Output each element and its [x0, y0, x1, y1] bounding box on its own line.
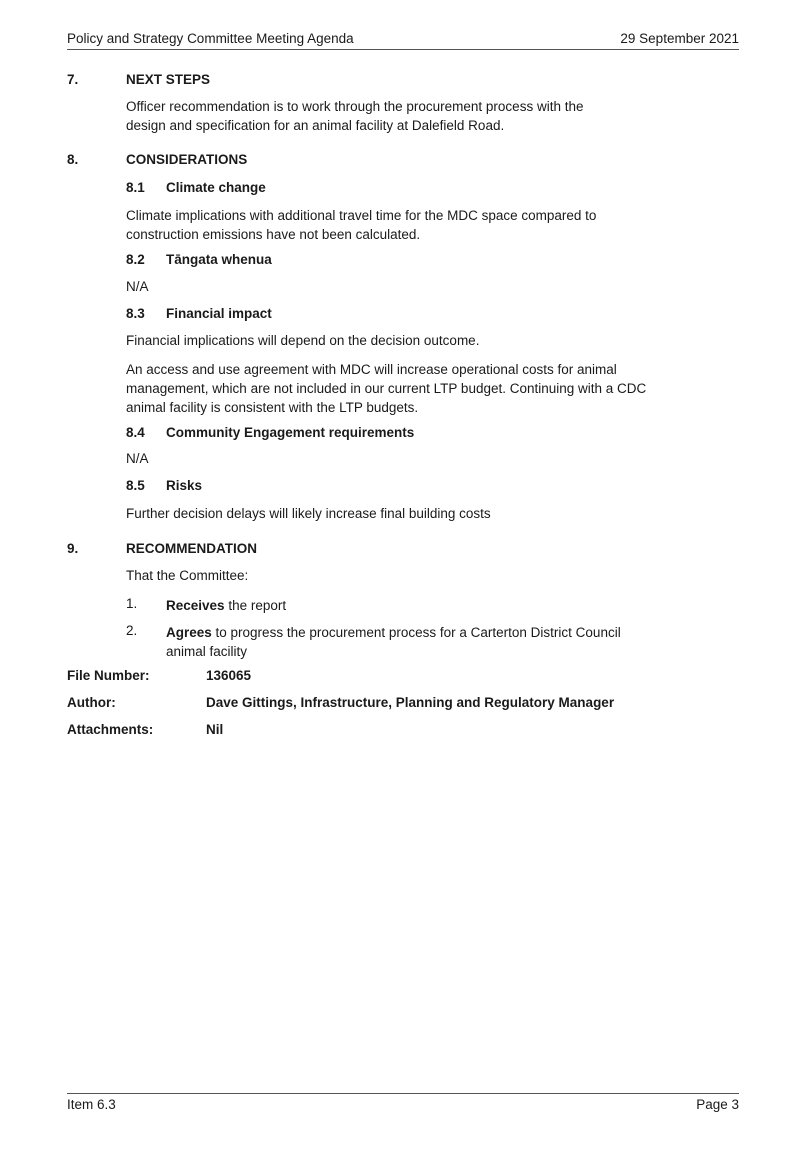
recommendation-item-1-number: 1. [126, 596, 138, 611]
subsection-8-3-text-1: Financial implications will depend on the decision outcome. [126, 333, 480, 348]
subsection-8-1-number: 8.1 [126, 180, 145, 195]
file-number-value: 136065 [206, 668, 252, 683]
section-9-title: RECOMMENDATION [126, 541, 257, 556]
section-7-title: NEXT STEPS [126, 72, 211, 87]
subsection-8-4-text: N/A [126, 451, 149, 466]
footer-page-number: Page 3 [696, 1097, 739, 1112]
recommendation-item-2-number: 2. [126, 623, 138, 638]
subsection-8-2-text: N/A [126, 279, 149, 294]
subsection-8-4-title: Community Engagement requirements [166, 425, 415, 440]
attachments-value: Nil [206, 722, 224, 737]
subsection-8-5-title: Risks [166, 478, 203, 493]
subsection-8-5-text: Further decision delays will likely increase final building costs [126, 506, 491, 521]
page-footer [67, 1093, 739, 1112]
recommendation-item-1 [166, 596, 646, 615]
recommendation-item-1-verb: Receives [166, 598, 225, 613]
header-title: Policy and Strategy Committee Meeting Agenda [67, 31, 354, 46]
subsection-8-1-text: Climate implications with additional travel time for the MDC space compared to construction emissions have not been calculated. [126, 208, 597, 242]
recommendation-item-1-text: the report [224, 598, 287, 613]
section-9-number: 9. [67, 541, 79, 556]
footer-item: Item 6.3 [67, 1097, 116, 1112]
section-7-number: 7. [67, 72, 79, 87]
subsection-8-1-title: Climate change [166, 180, 266, 195]
subsection-8-3-text-2: An access and use agreement with MDC will increase operational costs for animal management, which are not included in our current LTP budget. Continuing with a CDC animal facility is consistent with the LTP budgets. [126, 362, 647, 415]
subsection-8-3-number: 8.3 [126, 306, 145, 321]
header-date: 29 September 2021 [620, 31, 739, 46]
subsection-8-3-title: Financial impact [166, 306, 272, 321]
subsection-8-4-number: 8.4 [126, 425, 145, 440]
section-7-text: Officer recommendation is to work through the procurement process with the design and specification for an animal facility at Dalefield Road. [126, 99, 584, 133]
recommendation-item-2-text: to progress the procurement process for a Carterton District Council animal facility [166, 625, 621, 659]
section-8-number: 8. [67, 152, 79, 167]
author-value: Dave Gittings, Infrastructure, Planning and Regulatory Manager [206, 695, 615, 710]
subsection-8-2-number: 8.2 [126, 252, 145, 267]
attachments-label: Attachments: [67, 722, 154, 737]
author-label: Author: [67, 695, 116, 710]
recommendation-intro: That the Committee: [126, 568, 249, 583]
recommendation-item-2 [166, 623, 646, 661]
recommendation-item-2-verb: Agrees [166, 625, 212, 640]
page-header [67, 31, 739, 50]
subsection-8-2-title: Tāngata whenua [166, 252, 272, 267]
file-number-label: File Number: [67, 668, 150, 683]
section-8-title: CONSIDERATIONS [126, 152, 248, 167]
subsection-8-5-number: 8.5 [126, 478, 145, 493]
